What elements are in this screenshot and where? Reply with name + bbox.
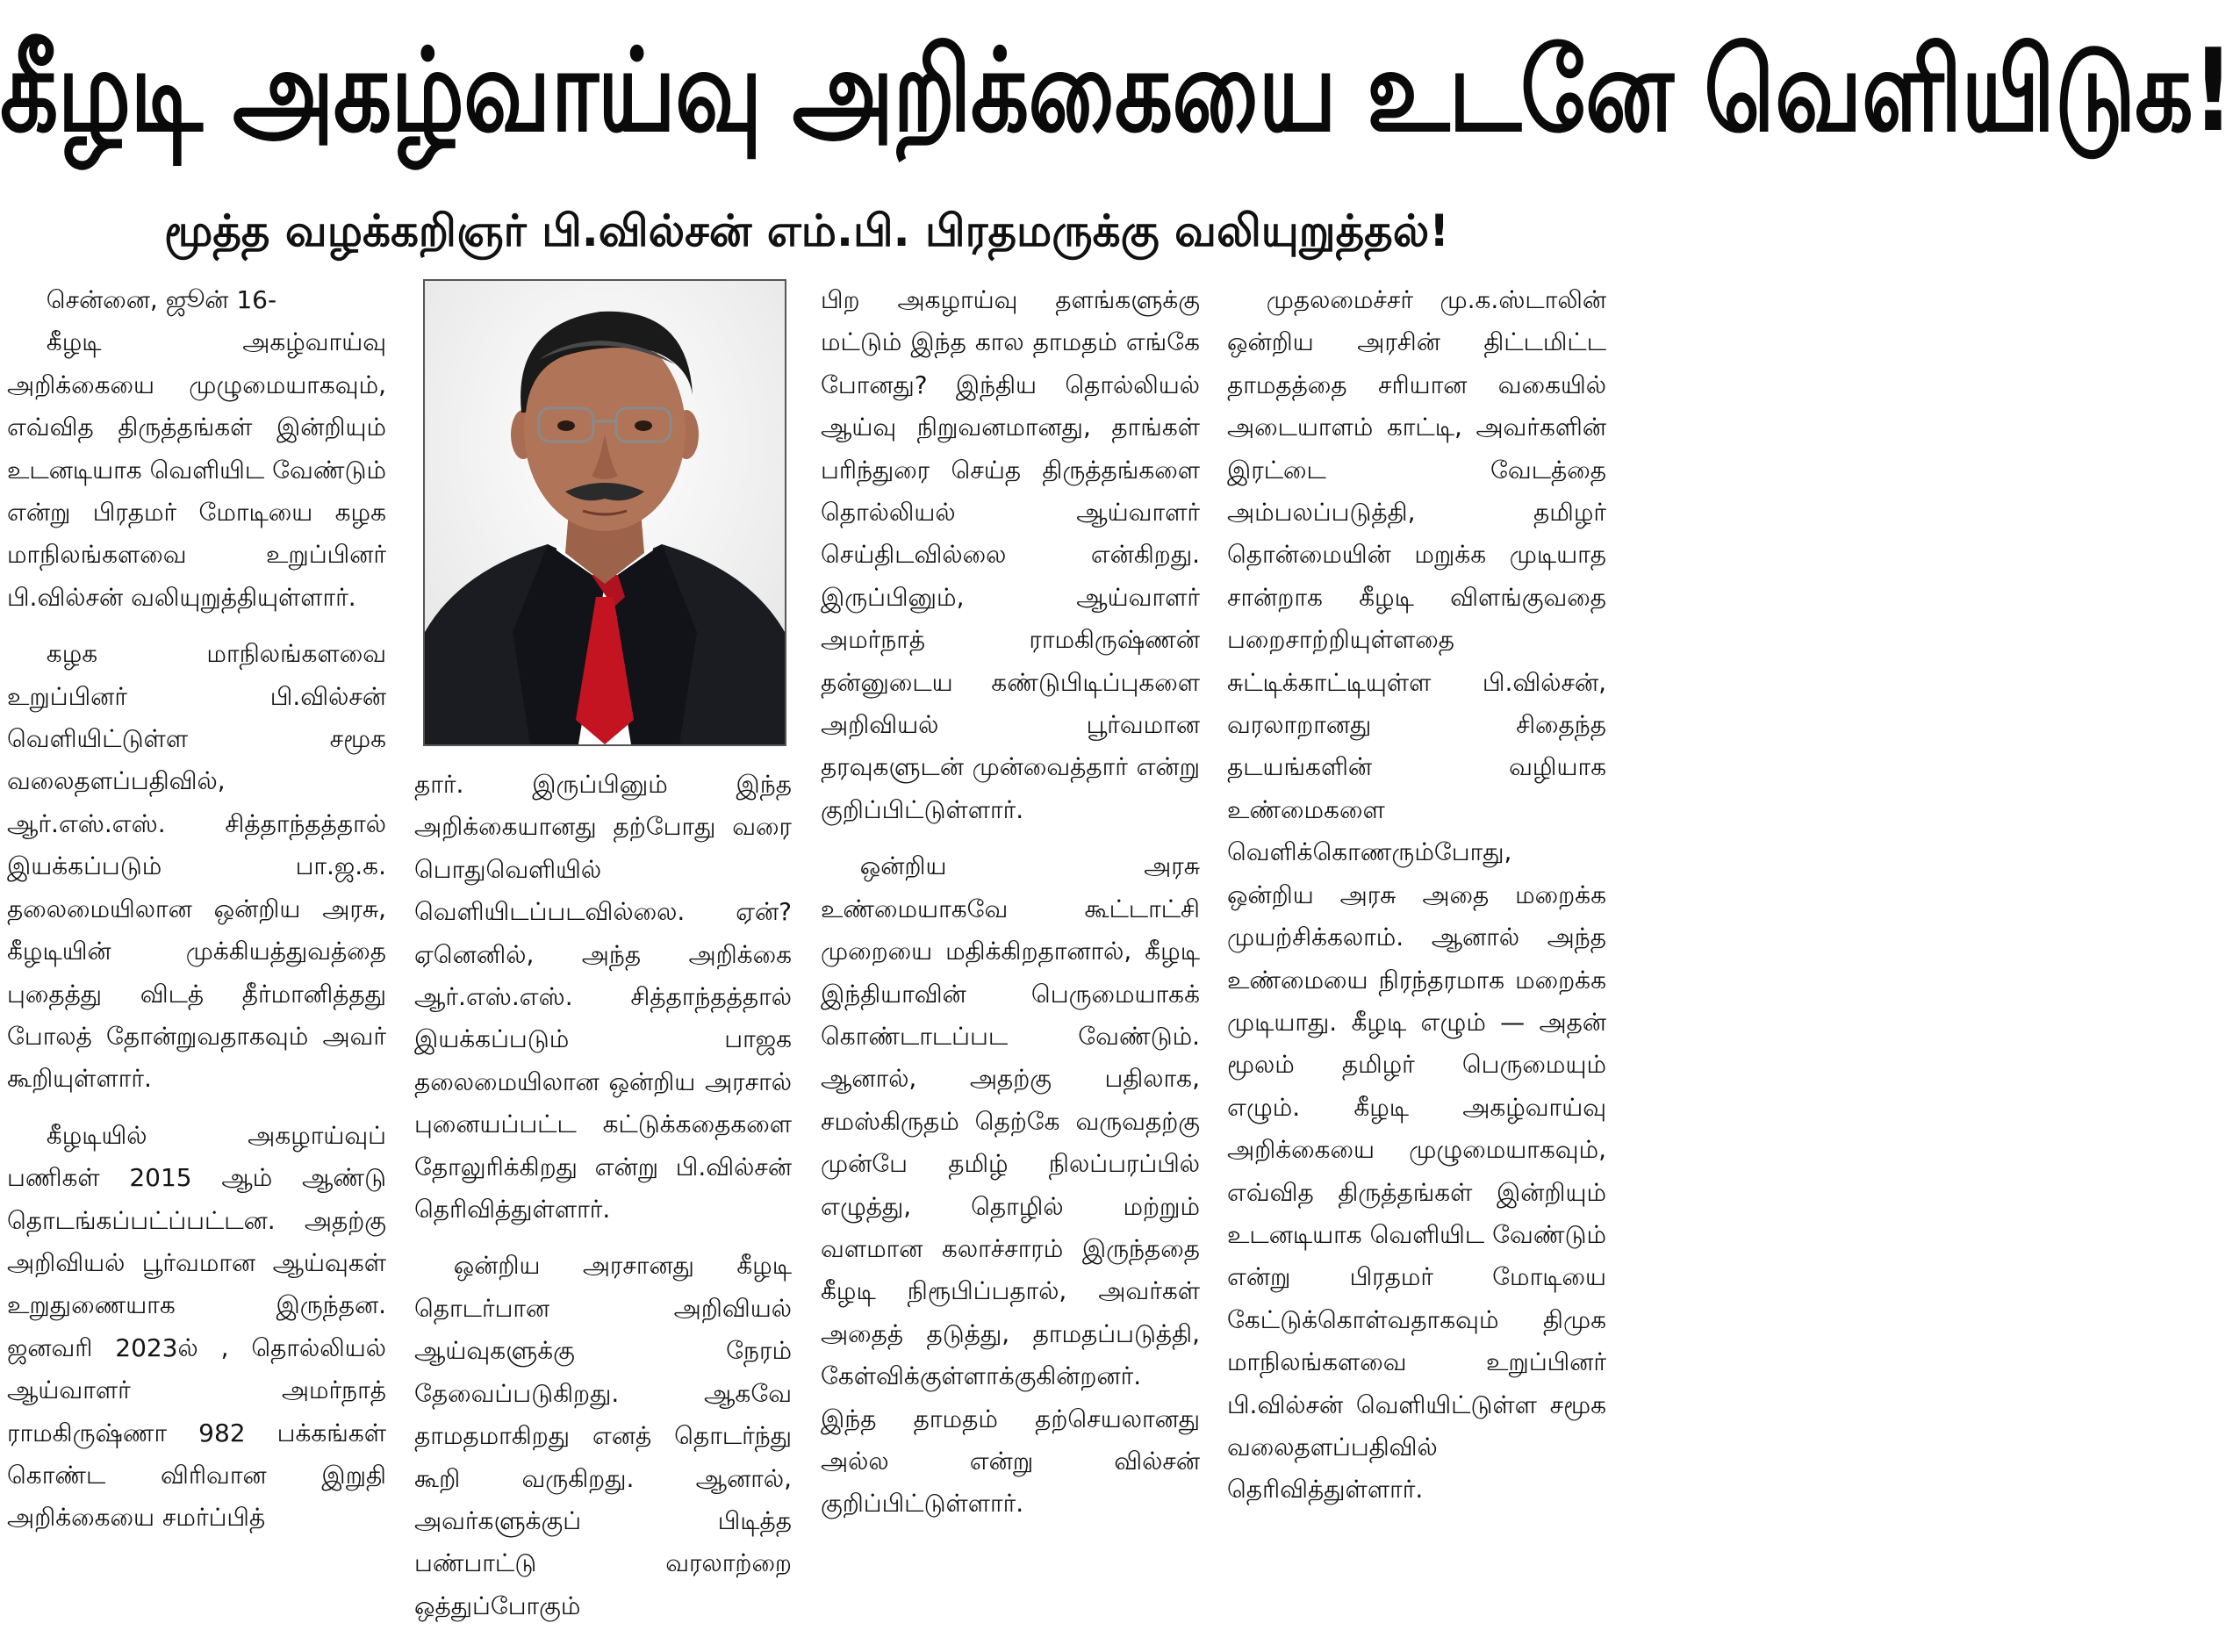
article-paragraph: பிற அகழாய்வு தளங்களுக்கு மட்டும் இந்த கால தாமதம் எங்கே போனது? இந்திய தொல்லியல் ஆய்வு நிறுவனமானது, தாங்கள் பரிந்துரை செய்த திருத்தங்களை தொல்லியல் ஆய்வாளர் செய்திடவில்லை என்கிறது. இருப்பினும், ஆய்வாளர் அமர்நாத் ராமகிருஷ்ணன் தன்னுடைய கண்டுபிடிப்புகளை அறிவியல் பூர்வமான தரவுகளுடன் முன்வைத்தார் என்று குறிப்பிட்டுள்ளார். (821, 285, 1200, 824)
portrait-illustration (425, 281, 785, 744)
portrait-photo (423, 279, 786, 746)
headline: கீழடி அகழ்வாய்வு அறிக்கையை உடனே வெளியிடுக! (0, 23, 2233, 158)
article-paragraph: ஒன்றிய அரசானது கீழடி தொடர்பான அறிவியல் ஆய்வுகளுக்கு நேரம் தேவைப்படுகிறது. ஆகவே தாமதமாகிறது எனத் தொடர்ந்து கூறி வருகிறது. ஆனால், அவர்களுக்குப் பிடித்த பண்பாட்டு வரலாற்றை ஒத்துப்போகும் (414, 1251, 792, 1620)
article-paragraph: தார். இருப்பினும் இந்த அறிக்கையானது தற்போது வரை பொதுவெளியில் வெளியிடப்படவில்லை. ஏன்? ஏனெனில், அந்த அறிக்கை ஆர்.எஸ்.எஸ். சித்தாந்தத்தால் இயக்கப்படும் பாஜக தலைமையிலான ஒன்றிய அரசால் புனையப்பட்ட கட்டுக்கதைகளை தோலுரிக்கிறது என்று பி.வில்சன் தெரிவித்துள்ளார். (414, 770, 792, 1225)
article-column-1 (7, 279, 386, 1540)
article-paragraph: ஒன்றிய அரசு உண்மையாகவே கூட்டாட்சி முறையை மதிக்கிறதானால், கீழடி இந்தியாவின் பெருமையாகக் கொண்டாடப்பட வேண்டும். ஆனால், அதற்கு பதிலாக, சமஸ்கிருதம் தெற்கே வருவதற்கு முன்பே தமிழ் நிலப்பரப்பில் எழுத்து, தொழில் மற்றும் வளமான கலாச்சாரம் இருந்ததை கீழடி நிரூபிப்பதால், அவர்கள் அதைத் தடுத்து, தாமதப்படுத்தி, கேள்விக்குள்ளாக்குகின்றனர். இந்த தாமதம் தற்செயலானது அல்ல என்று வில்சன் குறிப்பிட்டுள்ளார். (821, 851, 1200, 1519)
article-paragraph: முதலமைச்சர் மு.க.ஸ்டாலின் ஒன்றிய அரசின் திட்டமிட்ட தாமதத்தை சரியான வகையில் அடையாளம் காட்டி, அவர்களின் இரட்டை வேடத்தை அம்பலப்படுத்தி, தமிழர் தொன்மையின் மறுக்க முடியாத சான்றாக கீழடி விளங்குவதை பறைசாற்றியுள்ளதை சுட்டிக்காட்டியுள்ள பி.வில்சன், வரலாறானது சிதைந்த தடயங்களின் வழியாக உண்மைகளை வெளிக்கொணரும்போது, ஒன்றிய அரசு அதை மறைக்க முயற்சிக்கலாம். ஆனால் அந்த உண்மையை நிரந்தரமாக மறைக்க முடியாது. கீழடி எழும் — அதன் மூலம் தமிழர் பெருமையும் எழும். கீழடி அகழ்வாய்வு அறிக்கையை முழுமையாகவும், எவ்வித திருத்தங்கள் இன்றியும் உடனடியாக வெளியிட வேண்டும் என்று பிரதமர் மோடியை கேட்டுக்கொள்வதாகவும் திமுக மாநிலங்களவை உறுப்பினர் பி.வில்சன் வெளியிட்டுள்ள சமூக வலைதளப்பதிவில் தெரிவித்துள்ளார். (1227, 285, 1606, 1505)
article-column-2 (414, 764, 792, 1627)
article-paragraph: கீழடியில் அகழாய்வுப் பணிகள் 2015 ஆம் ஆண்டு தொடங்கப்பட்ப்பட்டன. அதற்கு அறிவியல் பூர்வமான ஆய்வுகள் உறுதுணையாக இருந்தன. ஜனவரி 2023ல் , தொல்லியல் ஆய்வாளர் அமர்நாத் ராமகிருஷ்ணா 982 பக்கங்கள் கொண்ட விரிவான இறுதி அறிக்கையை சமர்ப்பித் (7, 1120, 386, 1533)
article-paragraph: கீழடி அகழ்வாய்வு அறிக்கையை முழுமையாகவும், எவ்வித திருத்தங்கள் இன்றியும் உடனடியாக வெளியிட வேண்டும் என்று பிரதமர் மோடியை கழக மாநிலங்களவை உறுப்பினர் பி.வில்சன் வலியுறுத்தியுள்ளார். (7, 327, 386, 612)
article-column-4 (1227, 279, 1606, 1512)
article-column-3 (821, 279, 1200, 1526)
dateline: சென்னை, ஜூன் 16- (46, 285, 277, 314)
article-paragraph: கழக மாநிலங்களவை உறுப்பினர் பி.வில்சன் வெளியிட்டுள்ள சமூக வலைதளப்பதிவில், ஆர்.எஸ்.எஸ். சித்தாந்தத்தால் இயக்கப்படும் பா.ஜ.க. தலைமையிலான ஒன்றிய அரசு, கீழடியின் முக்கியத்துவத்தை புதைத்து விடத் தீர்மானித்தது போலத் தோன்றுவதாகவும் அவர் கூறியுள்ளார். (7, 639, 386, 1094)
subheadline: மூத்த வழக்கறிஞர் பி.வில்சன் எம்.பி. பிரதமருக்கு வலியுறுத்தல்! (163, 205, 1450, 256)
